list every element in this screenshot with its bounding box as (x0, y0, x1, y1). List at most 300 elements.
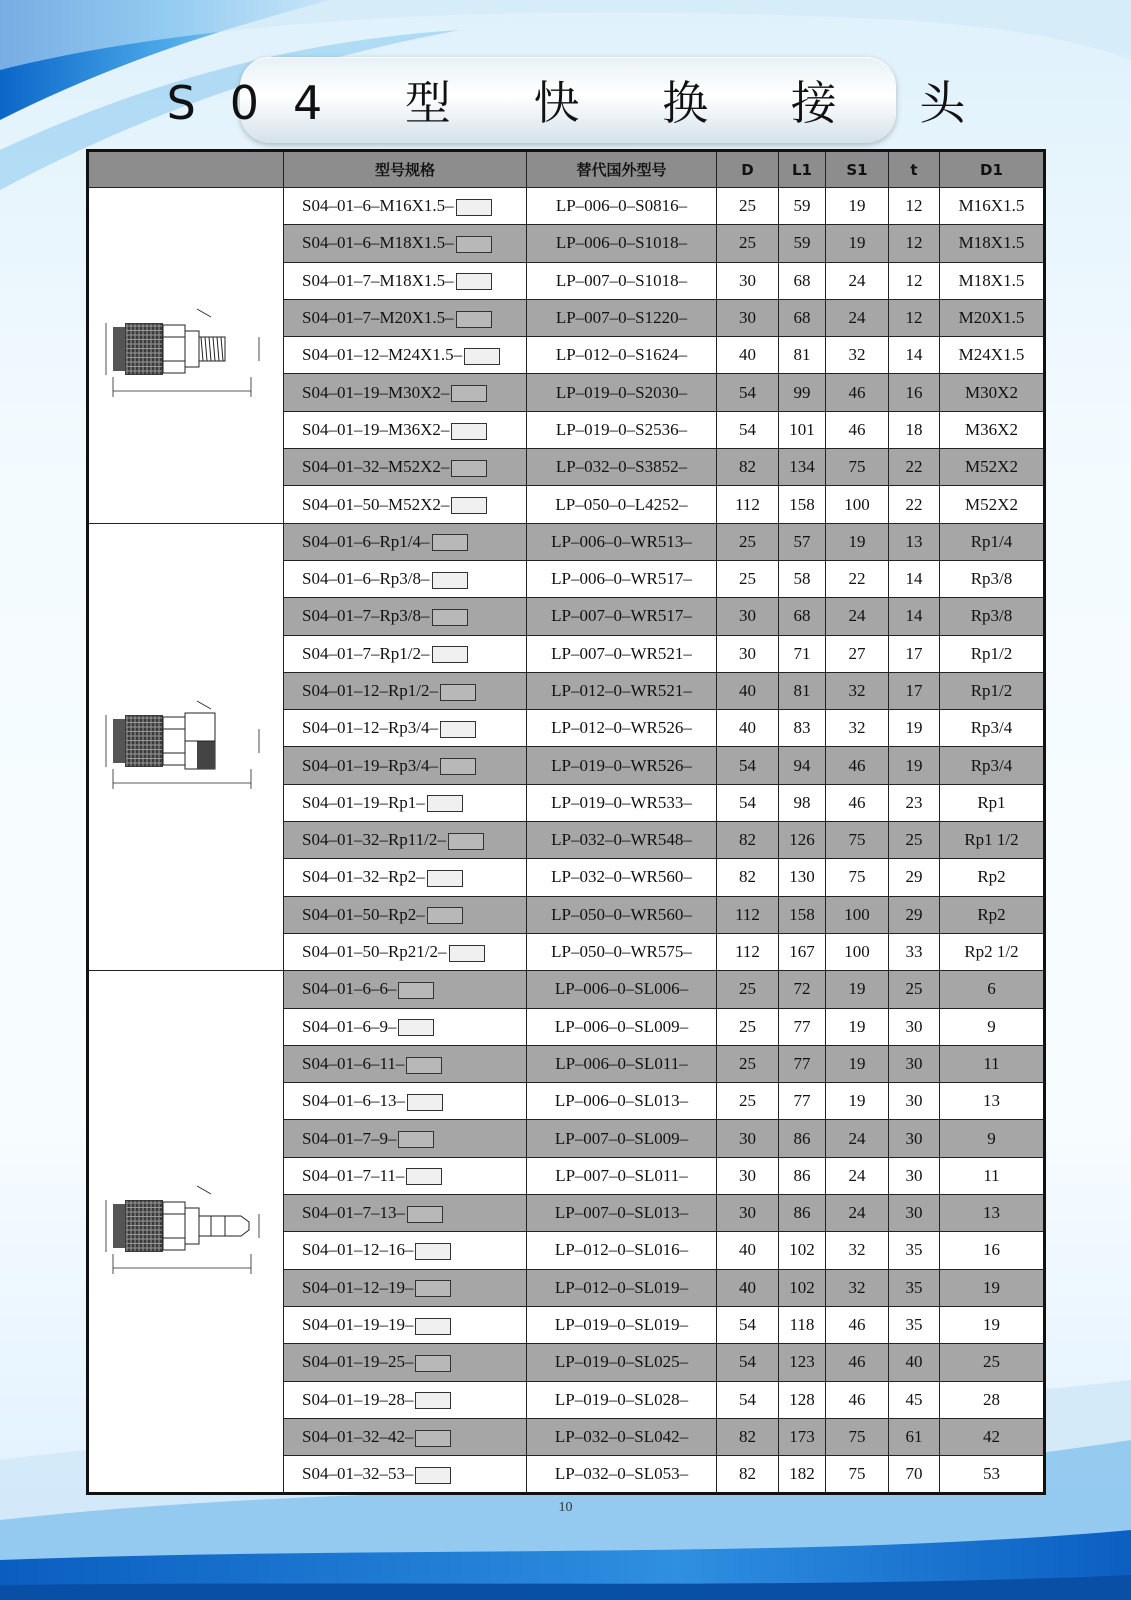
model-cell (284, 672, 527, 709)
s1-cell (826, 1344, 889, 1381)
t-cell-text: 22 (905, 494, 923, 514)
replacement-cell (527, 635, 717, 672)
model-cell-text: S04–01–32–Rp2– (302, 867, 425, 887)
l1-cell-text: 68 (793, 270, 811, 290)
s1-cell (826, 672, 889, 709)
model-cell-text: S04–01–6–Rp3/8– (302, 569, 430, 589)
d-cell (717, 859, 779, 896)
replacement-cell (527, 1418, 717, 1455)
replacement-cell (527, 784, 717, 821)
model-cell (284, 1269, 527, 1306)
replacement-cell (527, 971, 717, 1008)
l1-cell (779, 1381, 826, 1418)
replacement-cell (527, 933, 717, 970)
l1-cell (779, 635, 826, 672)
header-replacement: 替代国外型号 (527, 151, 717, 188)
t-cell-text: 30 (905, 1128, 923, 1148)
d1-cell-text: Rp3/8 (970, 569, 1013, 589)
t-cell (889, 933, 940, 970)
replacement-cell-text: LP–006–0–SL013– (554, 1091, 689, 1111)
s1-cell-text: 24 (848, 1203, 866, 1223)
d1-cell (940, 1045, 1045, 1082)
replacement-cell-text: LP–006–0–WR513– (551, 531, 692, 551)
l1-cell (779, 822, 826, 859)
l1-cell-text: 68 (793, 606, 811, 626)
table-row (88, 188, 1045, 225)
t-cell-text: 30 (905, 1016, 923, 1036)
s1-cell (826, 299, 889, 336)
replacement-cell (527, 598, 717, 635)
replacement-cell-text: LP–019–0–SL028– (554, 1389, 689, 1409)
t-cell-text: 35 (905, 1315, 923, 1335)
t-cell-text: 16 (905, 382, 923, 402)
model-cell (284, 1381, 527, 1418)
d-cell-text: 54 (739, 792, 756, 812)
suffix-input-box (415, 1467, 451, 1484)
s1-cell (826, 262, 889, 299)
d1-cell-text: Rp1 (977, 792, 1006, 812)
s1-cell (826, 374, 889, 411)
t-cell-text: 40 (905, 1352, 923, 1372)
s1-cell-text: 24 (848, 1128, 866, 1148)
suffix-input-box (432, 534, 468, 551)
header-model: 型号规格 (284, 151, 527, 188)
suffix-input-box (432, 572, 468, 589)
t-cell-text: 70 (905, 1464, 923, 1484)
d-cell (717, 262, 779, 299)
d1-cell-text: 53 (983, 1464, 1000, 1484)
replacement-cell (527, 1269, 717, 1306)
t-cell (889, 784, 940, 821)
l1-cell-text: 182 (789, 1464, 815, 1484)
replacement-cell (527, 449, 717, 486)
s1-cell-text: 46 (848, 1352, 866, 1372)
s1-cell-text: 24 (848, 1165, 866, 1185)
d1-cell (940, 784, 1045, 821)
t-cell-text: 19 (905, 718, 923, 738)
suffix-input-box (415, 1280, 451, 1297)
t-cell (889, 896, 940, 933)
s1-cell-text: 75 (848, 1464, 866, 1484)
d1-cell-text: M18X1.5 (958, 233, 1025, 253)
replacement-cell-text: LP–006–0–SL006– (554, 979, 689, 999)
l1-cell-text: 86 (793, 1128, 811, 1148)
model-cell-text: S04–01–19–Rp1– (302, 792, 425, 812)
d1-cell-text: M16X1.5 (958, 196, 1025, 216)
replacement-cell-text: LP–032–0–WR560– (551, 867, 692, 887)
s1-cell (826, 1418, 889, 1455)
l1-cell (779, 1157, 826, 1194)
d1-cell (940, 598, 1045, 635)
s1-cell-text: 46 (848, 382, 866, 402)
suffix-input-box (398, 1131, 434, 1148)
d1-cell-text: Rp1/2 (970, 643, 1013, 663)
d-cell (717, 971, 779, 1008)
s1-cell (826, 1157, 889, 1194)
s1-cell-text: 24 (848, 606, 866, 626)
model-cell-text: S04–01–7–11– (302, 1165, 405, 1185)
t-cell (889, 747, 940, 784)
replacement-cell-text: LP–006–0–SL009– (554, 1016, 689, 1036)
s1-cell-text: 24 (848, 270, 866, 290)
model-cell-text: S04–01–6–6– (302, 979, 397, 999)
l1-cell (779, 859, 826, 896)
s1-cell (826, 896, 889, 933)
d-cell-text: 40 (739, 718, 756, 738)
suffix-input-box (415, 1430, 451, 1447)
model-cell (284, 411, 527, 448)
d-cell-text: 40 (739, 1277, 756, 1297)
replacement-cell (527, 523, 717, 560)
d1-cell-text: Rp2 (977, 904, 1006, 924)
model-cell (284, 225, 527, 262)
d1-cell (940, 971, 1045, 1008)
t-cell-text: 14 (905, 606, 923, 626)
suffix-input-box (415, 1318, 451, 1335)
d-cell-text: 25 (739, 979, 756, 999)
t-cell (889, 822, 940, 859)
s1-cell-text: 32 (848, 718, 866, 738)
l1-cell (779, 337, 826, 374)
l1-cell-text: 59 (793, 233, 811, 253)
d1-cell (940, 337, 1045, 374)
l1-cell-text: 81 (793, 345, 811, 365)
suffix-input-box (449, 945, 485, 962)
replacement-cell (527, 1157, 717, 1194)
suffix-input-box (451, 460, 487, 477)
d1-cell-text: Rp3/4 (970, 755, 1013, 775)
model-cell (284, 1306, 527, 1343)
d-cell (717, 225, 779, 262)
d1-cell (940, 188, 1045, 225)
s1-cell-text: 19 (848, 1016, 866, 1036)
replacement-cell-text: LP–032–0–SL042– (554, 1426, 689, 1446)
t-cell-text: 14 (905, 569, 923, 589)
replacement-cell (527, 1120, 717, 1157)
model-cell (284, 822, 527, 859)
d1-cell-text: 9 (987, 1016, 996, 1036)
d1-cell-text: 16 (983, 1240, 1000, 1260)
d1-cell (940, 672, 1045, 709)
replacement-cell (527, 411, 717, 448)
model-cell-text: S04–01–7–13– (302, 1203, 405, 1223)
l1-cell (779, 523, 826, 560)
replacement-cell-text: LP–019–0–SL019– (554, 1315, 689, 1335)
l1-cell-text: 158 (789, 904, 815, 924)
s1-cell (826, 449, 889, 486)
s1-cell-text: 46 (848, 1389, 866, 1409)
s1-cell-text: 75 (848, 1426, 866, 1446)
d1-cell (940, 1381, 1045, 1418)
s1-cell (826, 1306, 889, 1343)
d-cell-text: 30 (739, 270, 756, 290)
d-cell-text: 54 (739, 382, 756, 402)
t-cell (889, 710, 940, 747)
d1-cell (940, 523, 1045, 560)
header-s1: S1 (826, 151, 889, 188)
d-cell (717, 747, 779, 784)
t-cell (889, 262, 940, 299)
t-cell-text: 17 (905, 643, 923, 663)
replacement-cell-text: LP–032–0–WR548– (551, 830, 692, 850)
d-cell-text: 30 (739, 1165, 756, 1185)
d1-cell-text: 13 (983, 1203, 1000, 1223)
d-cell (717, 1306, 779, 1343)
d-cell-text: 25 (739, 1091, 756, 1111)
l1-cell-text: 72 (793, 979, 811, 999)
table-row (88, 523, 1045, 560)
d-cell (717, 710, 779, 747)
d-cell-text: 25 (739, 196, 756, 216)
d-cell (717, 486, 779, 523)
t-cell (889, 971, 940, 1008)
model-cell-text: S04–01–12–19– (302, 1277, 414, 1297)
d-cell (717, 523, 779, 560)
model-cell (284, 1120, 527, 1157)
d-cell (717, 1120, 779, 1157)
d-cell (717, 598, 779, 635)
d-cell (717, 449, 779, 486)
d1-cell-text: Rp1/4 (970, 531, 1013, 551)
d-cell-text: 30 (739, 1128, 756, 1148)
d-cell (717, 1157, 779, 1194)
model-cell (284, 971, 527, 1008)
suffix-input-box (406, 1057, 442, 1074)
s1-cell (826, 1083, 889, 1120)
t-cell-text: 12 (905, 308, 923, 328)
t-cell (889, 449, 940, 486)
d-cell-text: 40 (739, 345, 756, 365)
page-number: 10 (558, 1500, 573, 1515)
l1-cell-text: 98 (793, 792, 811, 812)
t-cell-text: 17 (905, 681, 923, 700)
t-cell (889, 598, 940, 635)
t-cell-text: 33 (905, 942, 923, 962)
d1-cell-text: M52X2 (965, 494, 1018, 514)
s1-cell-text: 19 (848, 196, 866, 216)
d1-cell-text: 11 (983, 1053, 1000, 1073)
t-cell (889, 523, 940, 560)
d-cell (717, 1232, 779, 1269)
model-cell (284, 486, 527, 523)
d1-cell-text: M52X2 (965, 457, 1018, 477)
s1-cell-text: 100 (844, 942, 870, 962)
replacement-cell-text: LP–012–0–SL016– (554, 1240, 689, 1260)
model-cell (284, 1008, 527, 1045)
page-title: S04 型 快 换 接 头 (166, 76, 1000, 130)
t-cell-text: 12 (905, 196, 923, 216)
model-cell-text: S04–01–7–M18X1.5– (302, 270, 454, 290)
d1-cell (940, 1418, 1045, 1455)
l1-cell (779, 710, 826, 747)
l1-cell-text: 86 (793, 1165, 811, 1185)
d-cell-text: 82 (739, 457, 756, 477)
s1-cell (826, 971, 889, 1008)
model-cell (284, 299, 527, 336)
l1-cell (779, 1008, 826, 1045)
s1-cell (826, 1381, 889, 1418)
d1-cell (940, 1344, 1045, 1381)
model-cell (284, 896, 527, 933)
t-cell (889, 1381, 940, 1418)
s1-cell (826, 225, 889, 262)
l1-cell-text: 128 (789, 1389, 815, 1409)
d-cell-text: 30 (739, 1203, 756, 1223)
l1-cell (779, 560, 826, 597)
s1-cell-text: 46 (848, 1315, 866, 1335)
d1-cell (940, 374, 1045, 411)
title-banner (166, 57, 1000, 143)
d1-cell-text: M24X1.5 (958, 345, 1025, 365)
replacement-cell-text: LP–007–0–WR521– (551, 643, 692, 663)
t-cell (889, 225, 940, 262)
s1-cell-text: 100 (844, 904, 870, 924)
table-header-row (88, 151, 1045, 188)
replacement-cell (527, 1381, 717, 1418)
replacement-cell-text: LP–006–0–WR517– (551, 569, 692, 589)
l1-cell-text: 86 (793, 1203, 811, 1223)
d-cell-text: 112 (735, 904, 760, 924)
model-cell (284, 859, 527, 896)
d1-cell (940, 896, 1045, 933)
l1-cell (779, 784, 826, 821)
suffix-input-box (415, 1355, 451, 1372)
replacement-cell (527, 262, 717, 299)
model-cell-text: S04–01–12–M24X1.5– (302, 345, 463, 365)
d-cell-text: 25 (739, 531, 756, 551)
model-cell-text: S04–01–6–M16X1.5– (302, 196, 454, 216)
s1-cell (826, 486, 889, 523)
drawing-cell (88, 523, 284, 971)
d-cell-text: 54 (739, 755, 756, 775)
l1-cell-text: 130 (789, 867, 815, 887)
t-cell (889, 1045, 940, 1082)
d-cell-text: 40 (739, 681, 756, 700)
l1-cell-text: 118 (789, 1315, 815, 1335)
d1-cell-text: Rp2 (977, 867, 1006, 887)
l1-cell (779, 598, 826, 635)
model-cell (284, 1456, 527, 1494)
model-cell-text: S04–01–6–13– (302, 1091, 405, 1111)
d1-cell-text: M20X1.5 (958, 308, 1025, 328)
model-cell (284, 1157, 527, 1194)
replacement-cell (527, 1008, 717, 1045)
d-cell-text: 54 (739, 419, 756, 439)
replacement-cell-text: LP–012–0–S1624– (555, 345, 688, 365)
s1-cell (826, 933, 889, 970)
drawing-cell (88, 971, 284, 1494)
t-cell-text: 12 (905, 233, 923, 253)
l1-cell-text: 101 (789, 419, 815, 439)
replacement-cell (527, 822, 717, 859)
replacement-cell-text: LP–006–0–S0816– (555, 196, 688, 216)
d1-cell-text: Rp1/2 (970, 681, 1013, 700)
l1-cell-text: 57 (793, 531, 811, 551)
t-cell (889, 1157, 940, 1194)
d1-cell (940, 411, 1045, 448)
t-cell (889, 299, 940, 336)
d1-cell (940, 822, 1045, 859)
d1-cell-text: 9 (987, 1128, 996, 1148)
t-cell (889, 1083, 940, 1120)
s1-cell-text: 32 (848, 1240, 866, 1260)
d1-cell (940, 1008, 1045, 1045)
female-pipe-thread-coupler-drawing (101, 697, 271, 797)
d-cell (717, 784, 779, 821)
d-cell-text: 25 (739, 233, 756, 253)
l1-cell-text: 81 (793, 681, 811, 700)
d1-cell (940, 1157, 1045, 1194)
l1-cell-text: 126 (789, 830, 815, 850)
d-cell (717, 560, 779, 597)
d1-cell-text: 42 (983, 1426, 1000, 1446)
hose-barb-coupler-drawing (101, 1182, 271, 1282)
s1-cell-text: 46 (848, 419, 866, 439)
replacement-cell (527, 747, 717, 784)
d1-cell-text: Rp1 1/2 (964, 830, 1019, 850)
d-cell (717, 411, 779, 448)
model-cell (284, 1195, 527, 1232)
t-cell-text: 12 (905, 270, 923, 290)
model-cell-text: S04–01–6–9– (302, 1016, 397, 1036)
t-cell (889, 560, 940, 597)
t-cell-text: 61 (905, 1426, 923, 1446)
d1-cell-text: M18X1.5 (958, 270, 1025, 290)
model-cell-text: S04–01–6–M18X1.5– (302, 233, 454, 253)
d-cell-text: 82 (739, 1464, 756, 1484)
d1-cell (940, 933, 1045, 970)
s1-cell (826, 1008, 889, 1045)
d-cell (717, 1083, 779, 1120)
d1-cell-text: Rp3/8 (970, 606, 1013, 626)
replacement-cell-text: LP–007–0–S1220– (555, 308, 688, 328)
d-cell-text: 30 (739, 643, 756, 663)
model-cell (284, 635, 527, 672)
l1-cell (779, 1045, 826, 1082)
replacement-cell (527, 1456, 717, 1494)
replacement-cell (527, 1232, 717, 1269)
d-cell (717, 933, 779, 970)
spec-table (86, 149, 1046, 1495)
s1-cell (826, 1045, 889, 1082)
replacement-cell (527, 299, 717, 336)
d-cell-text: 54 (739, 1352, 756, 1372)
d1-cell (940, 225, 1045, 262)
t-cell-text: 13 (905, 531, 923, 551)
replacement-cell-text: LP–019–0–S2536– (555, 419, 688, 439)
t-cell (889, 374, 940, 411)
d-cell (717, 672, 779, 709)
s1-cell (826, 560, 889, 597)
l1-cell (779, 933, 826, 970)
l1-cell-text: 158 (789, 494, 815, 514)
replacement-cell (527, 1306, 717, 1343)
t-cell (889, 1269, 940, 1306)
s1-cell-text: 32 (848, 1277, 866, 1297)
d1-cell (940, 1195, 1045, 1232)
replacement-cell (527, 560, 717, 597)
l1-cell (779, 896, 826, 933)
model-cell (284, 784, 527, 821)
threaded-metric-coupler-drawing (101, 305, 271, 405)
t-cell (889, 1232, 940, 1269)
d-cell (717, 299, 779, 336)
model-cell-text: S04–01–7–M20X1.5– (302, 308, 454, 328)
t-cell-text: 22 (905, 457, 923, 477)
d1-cell-text: M30X2 (965, 382, 1018, 402)
replacement-cell-text: LP–007–0–SL011– (555, 1165, 688, 1185)
d1-cell-text: M36X2 (965, 419, 1018, 439)
